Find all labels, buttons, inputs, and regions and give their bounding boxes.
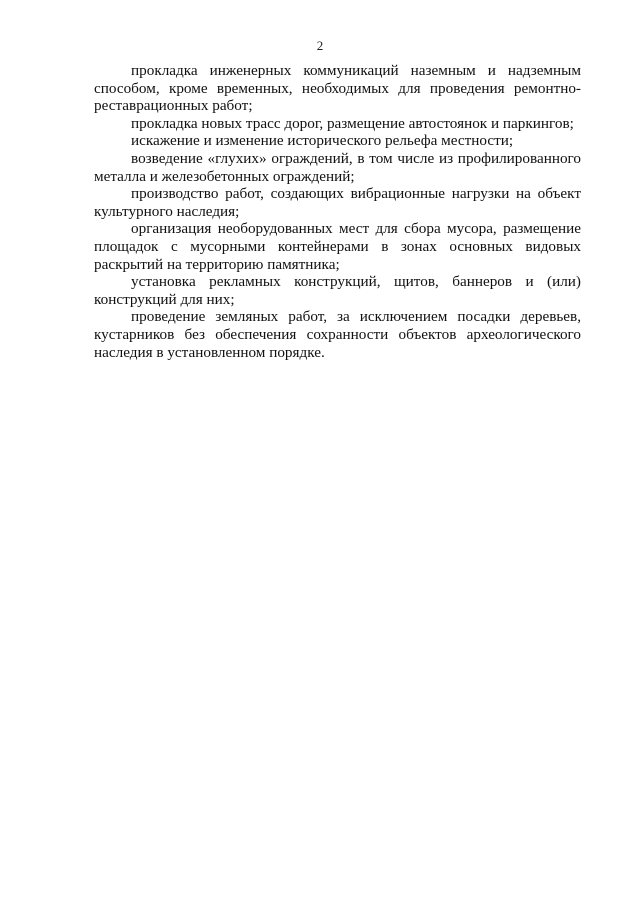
paragraph-utilities: прокладка инженерных коммуникаций наземным и надземным способом, кроме временных, необходимых для проведения ремонтно-реставрационных работ; — [94, 62, 581, 115]
paragraph-earthworks: проведение земляных работ, за исключением посадки деревьев, кустарников без обеспечения сохранности объектов археологического наследия в установленном порядке. — [94, 308, 581, 361]
paragraph-roads: прокладка новых трасс дорог, размещение автостоянок и паркингов; — [131, 114, 574, 132]
paragraph-relief: искажение и изменение исторического рельефа местности; — [131, 132, 514, 150]
paragraph-garbage: организация необорудованных мест для сбора мусора, размещение площадок с мусорными контейнерами в зонах основных видовых раскрытий на территорию памятника; — [94, 220, 581, 273]
paragraph-advertising: установка рекламных конструкций, щитов, баннеров и (или) конструкций для них; — [94, 273, 581, 308]
paragraph-fences: возведение «глухих» ограждений, в том числе из профилированного металла и железобетонных ограждений; — [94, 149, 581, 185]
paragraph-vibration: производство работ, создающих вибрационные нагрузки на объект культурного наследия; — [94, 185, 581, 220]
page-number: 2 — [316, 38, 324, 53]
document-body — [94, 62, 581, 361]
